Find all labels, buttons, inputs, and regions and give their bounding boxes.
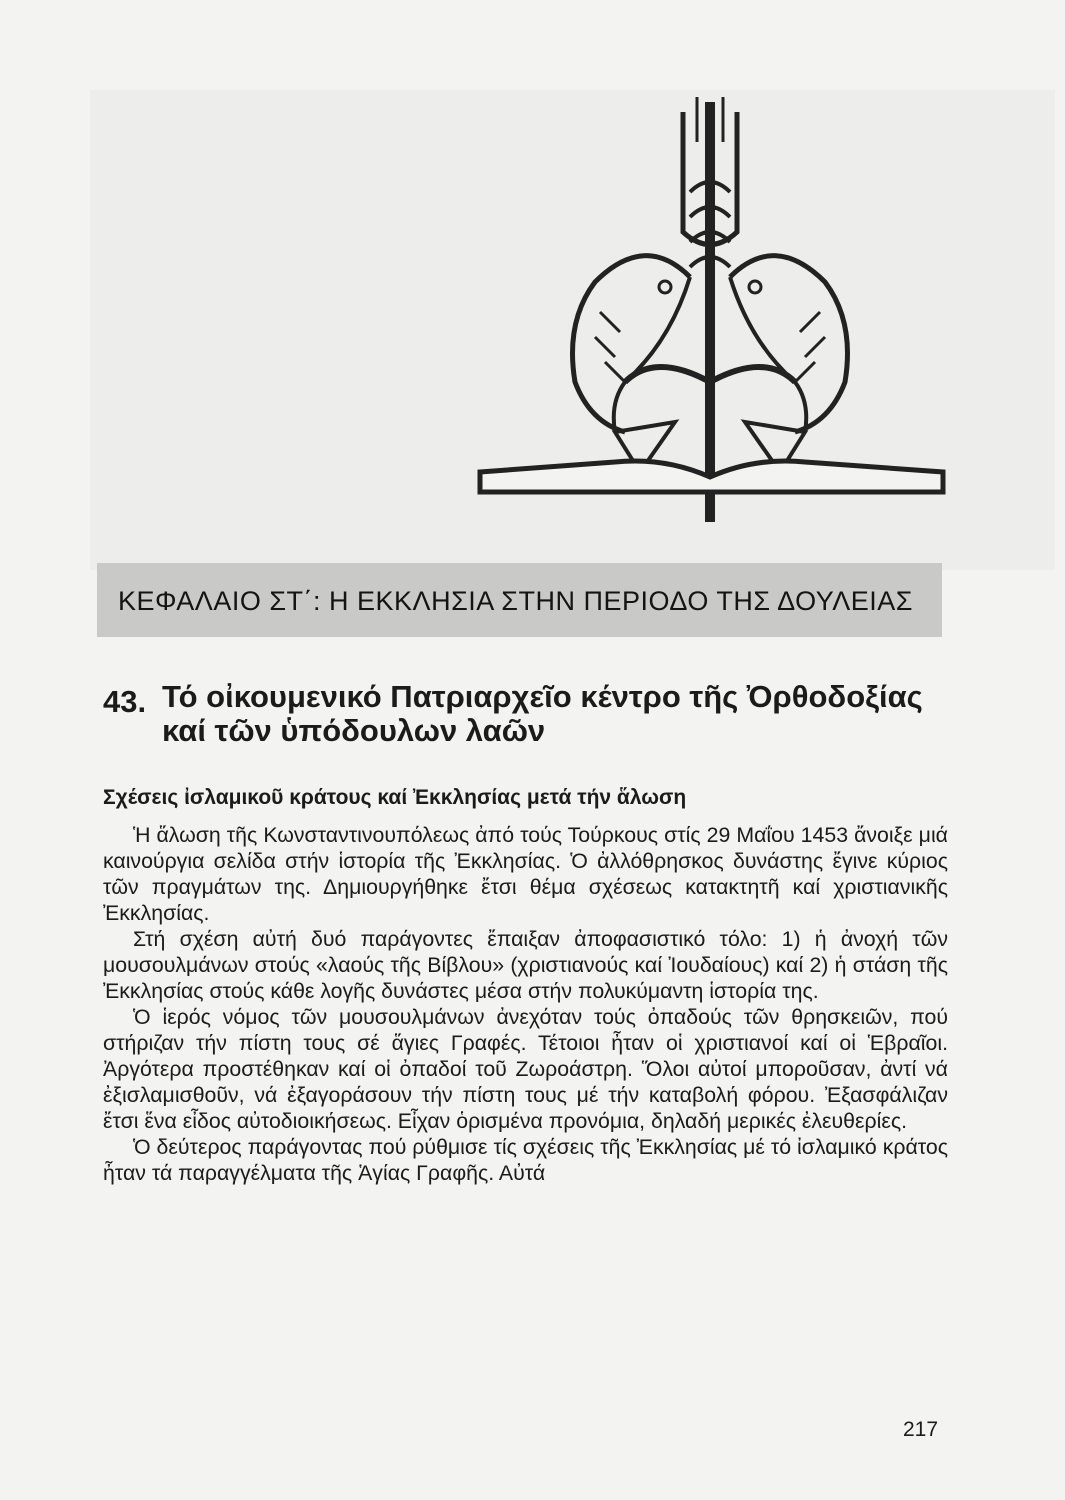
section-heading: Σχέσεις ἰσλαμικοῦ κράτους καί Ἐκκλησίας μετά τήν ἅλωση (103, 786, 687, 809)
lesson-title: Τό οἰκουμενικό Πατριαρχεῖο κέντρο τῆς Ὀρθοδοξίας καί τῶν ὑπόδουλων λαῶν (162, 679, 923, 748)
paragraph: Ὁ δεύτερος παράγοντας πού ρύθμισε τίς σχέσεις τῆς Ἐκκλησίας μέ τό ἰσλαμικό κράτος ἦταν τά παραγγέλματα τῆς Ἁγίας Γραφῆς. Αὐτά (103, 1135, 948, 1185)
paragraph: Ὁ ἱερός νόμος τῶν μουσουλμάνων ἀνεχόταν τούς ὀπαδούς τῶν θρησκειῶν, πού στήριζαν τήν πίστη τους σέ ἅγιες Γραφές. Τέτοιοι ἦταν οἱ χριστιανοί καί οἱ Ἑβραῖοι. Ἀργότερα προστέθηκαν καί οἱ ὀπαδοί τοῦ Ζωροάστρη. Ὅλοι αὐτοί μποροῦσαν, ἀντί νά ἐξισλαμισθοῦν, νά ἐξαγοράσουν τήν πίστη τους μέ τήν καταβολή φόρου. Ἐξασφάλιζαν ἔτσι ἕνα εἶδος αὐτοδιοικήσεως. Εἶχαν ὁρισμένα προνόμια, δηλαδή μερικές ἐλευθερίες. (103, 1005, 948, 1133)
paragraph: Ἡ ἅλωση τῆς Κωνσταντινουπόλεως ἀπό τούς Τούρκους στίς 29 Μαΐου 1453 ἄνοιξε μιά καινούργια σελίδα στήν ἱστορία τῆς Ἐκκλησίας. Ὁ ἀλλόθρησκος δυνάστης ἔγινε κύριος τῶν πραγμάτων της. Δημιουργήθηκε ἔτσι θέμα σχέσεως κατακτητῆ καί χριστιανικῆς Ἐκκλησίας. (103, 823, 948, 925)
wheat-fish-emblem (465, 82, 955, 532)
paragraph: Στή σχέση αὐτή δυό παράγοντες ἔπαιξαν ἀποφασιστικό τόλο: 1) ἡ ἀνοχή τῶν μουσουλμάνων στούς «λαούς τῆς Βίβλου» (χριστιανούς καί Ἰουδαίους) καί 2) ἡ στάση τῆς Ἐκκλησίας στούς κάθε λογῆς δυνάστες μέσα στήν πολυκύμαντη ἱστορία της. (103, 927, 948, 1003)
chapter-title: ΚΕΦΑΛΑΙΟ ΣΤ΄: Η ΕΚΚΛΗΣΙΑ ΣΤΗΝ ΠΕΡΙΟΔΟ ΤΗΣ ΔΟΥΛΕΙΑΣ (118, 586, 913, 616)
body-text (103, 822, 948, 1186)
page-number: 217 (903, 1418, 939, 1441)
lesson-number: 43. (103, 684, 147, 719)
